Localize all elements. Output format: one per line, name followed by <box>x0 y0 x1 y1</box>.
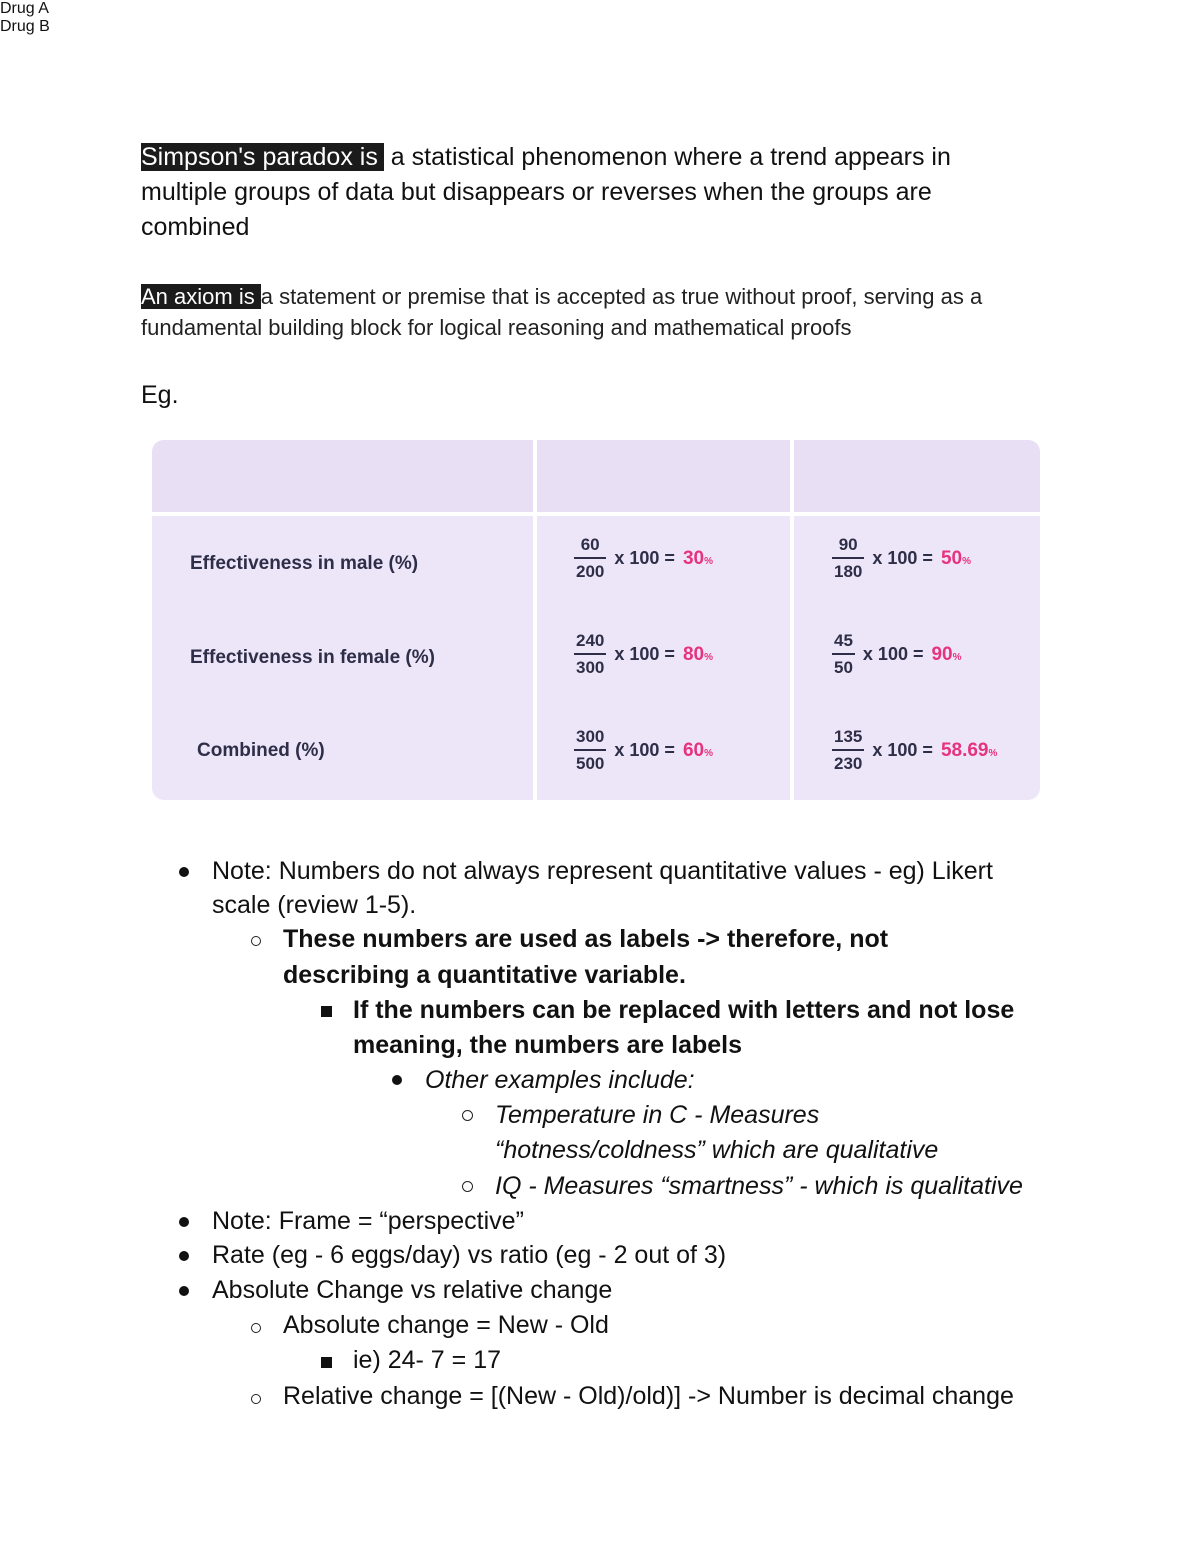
list-item: Relative change = [(New - Old)/old)] -> Number is decimal change <box>283 1382 1014 1410</box>
term-highlight: Simpson's paradox is <box>141 143 384 171</box>
list-item: Other examples include: <box>425 1066 695 1094</box>
result-value: 80 <box>682 643 705 665</box>
cell-drug-a-male <box>574 535 713 582</box>
bullet-circle-icon <box>251 1394 261 1404</box>
denominator: 200 <box>576 562 605 581</box>
list-item: Note: Frame = “perspective” <box>212 1207 524 1235</box>
definition-text: a statistical phenomenon where a trend appears in <box>390 143 951 171</box>
cell-drug-b-male <box>832 535 971 582</box>
list-item: IQ - Measures “smartness” - which is qualitative <box>495 1172 1023 1200</box>
multiplier: x 100 = <box>614 548 675 568</box>
list-item: Absolute change = New - Old <box>283 1311 609 1339</box>
result-value: 60 <box>682 739 705 761</box>
bullet-disc-icon <box>179 1251 189 1261</box>
cell-drug-a-female <box>574 631 713 678</box>
cell-drug-b-combined <box>832 727 997 774</box>
multiplier: x 100 = <box>614 740 675 760</box>
numerator: 45 <box>834 631 853 650</box>
multiplier: x 100 = <box>614 644 675 664</box>
bullet-square-icon <box>321 1357 332 1368</box>
list-item: meaning, the numbers are labels <box>353 1031 743 1059</box>
row-label-female: Effectiveness in female (%) <box>190 647 435 668</box>
definition-text: multiple groups of data but disappears or reverses when the groups are <box>141 178 932 206</box>
percent-sign: % <box>704 651 713 663</box>
bullet-circle-icon <box>462 1110 473 1121</box>
list-item: Note: Numbers do not always represent quantitative values - eg) Likert <box>212 857 993 885</box>
definition-text: a statement or premise that is accepted as true without proof, serving as a <box>260 284 983 309</box>
multiplier: x 100 = <box>872 740 933 760</box>
list-item: Rate (eg - 6 eggs/day) vs ratio (eg - 2 out of 3) <box>212 1241 727 1269</box>
bullet-circle-icon <box>462 1181 473 1192</box>
table-header-row <box>152 440 1040 512</box>
list-item: Absolute Change vs relative change <box>212 1276 613 1304</box>
percent-sign: % <box>704 747 713 759</box>
percent-sign: % <box>962 555 971 567</box>
numerator: 240 <box>576 631 605 650</box>
column-divider <box>790 440 794 800</box>
multiplier: x 100 = <box>862 644 924 664</box>
list-item: scale (review 1-5). <box>212 891 417 919</box>
list-item: describing a quantitative variable. <box>283 961 686 989</box>
numerator: 135 <box>834 727 863 746</box>
cell-drug-b-female <box>832 631 962 678</box>
percent-sign: % <box>988 747 998 759</box>
denominator: 500 <box>576 754 605 773</box>
list-item: If the numbers can be replaced with letters and not lose <box>353 996 1015 1024</box>
percent-sign: % <box>952 651 962 663</box>
bullet-disc-icon <box>179 867 189 877</box>
bullet-circle-icon <box>251 936 261 946</box>
bullet-disc-icon <box>179 1217 189 1227</box>
percent-sign: % <box>704 555 713 567</box>
result-value: 30 <box>682 547 705 569</box>
denominator: 230 <box>834 754 863 773</box>
row-label-combined: Combined (%) <box>197 740 325 761</box>
column-header-drug-b: Drug B <box>0 18 50 35</box>
numerator: 300 <box>576 727 605 746</box>
multiplier: x 100 = <box>872 548 933 568</box>
denominator: 180 <box>834 562 863 581</box>
numerator: 60 <box>580 535 600 554</box>
result-value: 90 <box>931 643 953 665</box>
column-header-drug-a: Drug A <box>0 0 49 17</box>
list-item: “hotness/coldness” which are qualitative <box>495 1136 939 1164</box>
row-divider <box>152 512 1040 516</box>
result-value: 58.69 <box>940 739 989 761</box>
axiom-definition <box>141 281 1061 343</box>
cell-drug-a-combined <box>574 727 713 774</box>
term-highlight: An axiom is <box>141 284 261 309</box>
list-item: Temperature in C - Measures <box>495 1101 820 1129</box>
numerator: 90 <box>838 535 858 554</box>
list-item: These numbers are used as labels -> therefore, not <box>283 925 889 953</box>
definition-text: fundamental building block for logical reasoning and mathematical proofs <box>141 315 852 340</box>
column-divider <box>533 440 537 800</box>
definition-text: combined <box>141 213 250 241</box>
example-label: Eg. <box>141 381 179 409</box>
row-label-male: Effectiveness in male (%) <box>190 553 419 574</box>
result-value: 50 <box>940 547 963 569</box>
list-item: ie) 24- 7 = 17 <box>353 1346 502 1374</box>
bullet-disc-icon <box>179 1286 189 1296</box>
bullet-circle-icon <box>251 1323 261 1333</box>
simpsons-paradox-definition <box>141 140 1041 245</box>
bullet-disc-icon <box>392 1075 402 1085</box>
bullet-square-icon <box>321 1006 332 1017</box>
denominator: 50 <box>834 658 853 677</box>
denominator: 300 <box>576 658 605 677</box>
